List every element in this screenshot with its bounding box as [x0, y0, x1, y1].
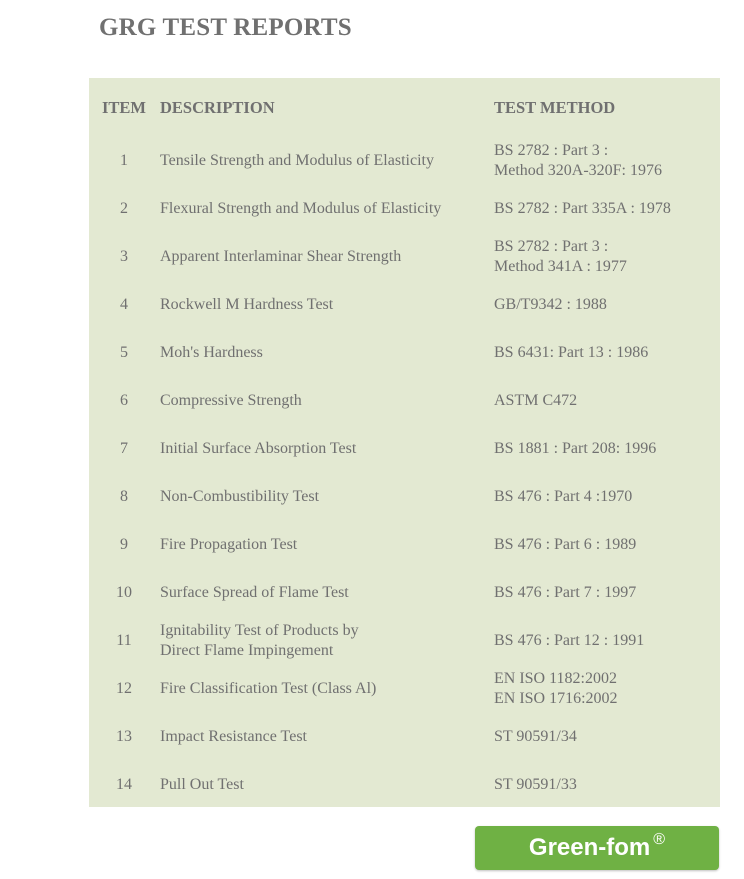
description-line: Fire Propagation Test: [160, 536, 298, 553]
table-row: [89, 713, 720, 761]
column-header-test-method: TEST METHOD: [494, 98, 616, 117]
test-method-cell: [494, 569, 714, 617]
brand-name: Green-fom: [528, 834, 651, 861]
description-line: Pull Out Test: [160, 776, 244, 793]
table-row: [89, 521, 720, 569]
description-cell: [160, 377, 480, 425]
item-number: 8: [120, 488, 128, 505]
test-method-line: BS 1881 : Part 208: 1996: [494, 440, 657, 457]
column-header-description: DESCRIPTION: [160, 98, 275, 117]
description-cell: [160, 185, 480, 233]
item-number: 10: [116, 584, 132, 601]
test-method-line: BS 476 : Part 7 : 1997: [494, 584, 637, 601]
test-method-cell: [494, 761, 714, 809]
item-number: 4: [120, 296, 128, 313]
item-number: 2: [120, 200, 128, 217]
description-line: Apparent Interlaminar Shear Strength: [160, 248, 402, 265]
item-number: 12: [116, 680, 132, 697]
test-method-line: ST 90591/34: [494, 728, 577, 745]
description-cell: [160, 521, 480, 569]
registered-mark: ®: [653, 831, 666, 848]
description-cell: [160, 425, 480, 473]
test-method-line: Method 320A-320F: 1976: [494, 162, 662, 179]
table-row: [89, 233, 720, 281]
test-method-line: BS 2782 : Part 3 :: [494, 238, 609, 255]
description-line: Ignitability Test of Products by: [160, 622, 359, 639]
test-method-cell: [494, 617, 714, 665]
table-row: [89, 281, 720, 329]
description-cell: [160, 761, 480, 809]
description-line: Non-Combustibility Test: [160, 488, 320, 505]
item-number: 11: [116, 632, 132, 649]
test-method-line: GB/T9342 : 1988: [494, 296, 607, 313]
test-method-line: EN ISO 1182:2002: [494, 670, 617, 687]
test-method-cell: [494, 713, 714, 761]
test-method-line: BS 476 : Part 6 : 1989: [494, 536, 637, 553]
test-method-cell: [494, 233, 714, 281]
table-row: [89, 425, 720, 473]
item-number: 5: [120, 344, 128, 361]
test-method-line: BS 476 : Part 12 : 1991: [494, 632, 645, 649]
item-number: 7: [120, 440, 128, 457]
description-cell: [160, 665, 480, 713]
description-cell: [160, 569, 480, 617]
test-reports-table: [89, 78, 720, 807]
description-line: Direct Flame Impingement: [160, 642, 334, 659]
test-method-line: BS 2782 : Part 335A : 1978: [494, 200, 671, 217]
description-cell: [160, 233, 480, 281]
description-line: Surface Spread of Flame Test: [160, 584, 349, 601]
description-cell: [160, 473, 480, 521]
description-line: Flexural Strength and Modulus of Elasticity: [160, 200, 442, 217]
table-row: [89, 329, 720, 377]
item-number: 1: [120, 152, 128, 169]
page-title: GRG TEST REPORTS: [99, 14, 352, 41]
green-fom-logo-button[interactable]: [475, 826, 719, 870]
description-cell: [160, 617, 480, 665]
test-method-line: ST 90591/33: [494, 776, 577, 793]
test-method-cell: [494, 185, 714, 233]
test-method-cell: [494, 425, 714, 473]
column-header-item: ITEM: [102, 98, 147, 117]
test-method-cell: [494, 665, 714, 713]
test-method-cell: [494, 521, 714, 569]
description-cell: [160, 137, 480, 185]
description-line: Moh's Hardness: [160, 344, 263, 361]
table-row: [89, 569, 720, 617]
table-row: [89, 665, 720, 713]
item-number: 3: [120, 248, 128, 265]
description-line: Rockwell M Hardness Test: [160, 296, 334, 313]
description-line: Initial Surface Absorption Test: [160, 440, 357, 457]
table-row: [89, 137, 720, 185]
description-cell: [160, 281, 480, 329]
test-method-cell: [494, 329, 714, 377]
table-row: [89, 473, 720, 521]
description-cell: [160, 713, 480, 761]
table-row: [89, 761, 720, 809]
table-row: [89, 185, 720, 233]
test-method-cell: [494, 377, 714, 425]
item-number: 13: [116, 728, 132, 745]
test-method-line: ASTM C472: [494, 392, 578, 409]
test-method-cell: [494, 281, 714, 329]
test-method-cell: [494, 137, 714, 185]
test-method-line: BS 2782 : Part 3 :: [494, 142, 609, 159]
item-number: 9: [120, 536, 128, 553]
test-method-line: Method 341A : 1977: [494, 258, 627, 275]
test-method-line: EN ISO 1716:2002: [494, 690, 618, 707]
test-method-cell: [494, 473, 714, 521]
description-line: Compressive Strength: [160, 392, 302, 409]
table-row: [89, 377, 720, 425]
description-cell: [160, 329, 480, 377]
table-row: [89, 617, 720, 665]
description-line: Impact Resistance Test: [160, 728, 307, 745]
description-line: Fire Classification Test (Class Al): [160, 680, 377, 697]
description-line: Tensile Strength and Modulus of Elasticity: [160, 152, 434, 169]
test-method-line: BS 476 : Part 4 :1970: [494, 488, 633, 505]
item-number: 14: [116, 776, 132, 793]
item-number: 6: [120, 392, 128, 409]
test-method-line: BS 6431: Part 13 : 1986: [494, 344, 649, 361]
